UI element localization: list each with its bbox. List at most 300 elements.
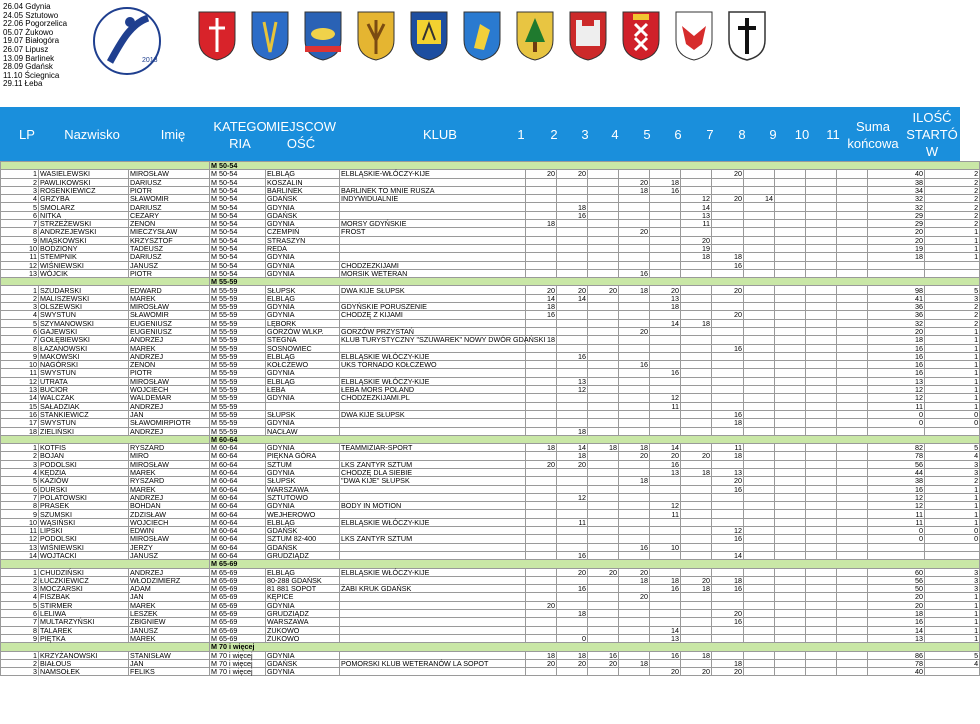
cell-r3 [588,361,619,369]
cell-r11 [837,610,868,618]
cell-kategoria: M 55-59 [210,286,266,294]
cell-r6 [681,386,712,394]
cell-r2: 13 [557,377,588,385]
table-row [1,452,980,460]
cell-r3 [588,220,619,228]
cell-suma: 19 [868,244,925,252]
cell-suma: 14 [868,626,925,634]
cell-r2 [557,178,588,186]
cell-miejscowosc: GDAŃSK [266,543,340,551]
cell-ilosc: 1 [925,327,980,335]
cell-r10 [806,634,837,642]
table-row [1,535,980,543]
cell-klub [340,601,526,609]
category-label: M 65-69 [210,560,980,568]
table-row [1,618,980,626]
cell-r7: 18 [712,452,744,460]
cell-lp: 8 [1,626,39,634]
cell-r5 [650,551,681,559]
cell-kategoria: M 55-59 [210,427,266,435]
cell-r8 [744,211,775,219]
col-r4: 4 [611,127,619,142]
cell-klub: ELBLĄSKIE WŁÓCZY-KIJE [340,518,526,526]
cell-r5: 11 [650,510,681,518]
cell-lp: 6 [1,211,39,219]
coat-of-arms-sword-icon [197,10,237,62]
cell-r5 [650,220,681,228]
cell-r4 [619,535,650,543]
table-row [1,253,980,261]
cell-r6 [681,477,712,485]
cell-lp: 2 [1,576,39,584]
cell-r11 [837,286,868,294]
cell-nazwisko: TALAREK [39,626,129,634]
cell-r10 [806,228,837,236]
cell-r10 [806,535,837,543]
cell-kategoria: M 60-64 [210,518,266,526]
cell-r4 [619,369,650,377]
cell-r5: 18 [650,178,681,186]
cell-r6 [681,178,712,186]
cell-r8 [744,178,775,186]
cell-r5 [650,377,681,385]
cell-r5: 16 [650,369,681,377]
cell-r8 [744,352,775,360]
cell-r9 [775,294,806,302]
cell-imie: ZDZISŁAW [129,510,210,518]
cell-r10 [806,626,837,634]
table-row [1,336,980,344]
cell-klub [340,203,526,211]
cell-r1 [526,394,557,402]
cell-klub: FROST [340,228,526,236]
cell-kategoria: M 50-54 [210,186,266,194]
cell-lp: 2 [1,452,39,460]
cell-ilosc: 1 [925,361,980,369]
cell-r1: 20 [526,286,557,294]
cell-kategoria: M 60-64 [210,535,266,543]
cell-suma: 98 [868,286,925,294]
cell-r8 [744,626,775,634]
cell-r6: 20 [681,668,712,676]
cell-ilosc: 1 [925,493,980,501]
cell-r7: 14 [712,551,744,559]
cell-r6: 18 [681,585,712,593]
logo-strip [90,4,960,72]
cell-r9 [775,510,806,518]
cell-r8 [744,468,775,476]
cell-nazwisko: GAJEWSKI [39,327,129,335]
cell-imie: JAN [129,659,210,667]
cell-kategoria: M 65-69 [210,585,266,593]
cell-r10 [806,427,837,435]
cell-r4 [619,460,650,468]
cell-ilosc: 1 [925,618,980,626]
cell-ilosc: 4 [925,659,980,667]
cell-r7 [712,394,744,402]
cell-lp: 1 [1,286,39,294]
cell-r7: 20 [712,286,744,294]
table-row [1,477,980,485]
cell-r5 [650,327,681,335]
cell-r9 [775,253,806,261]
cell-r2 [557,244,588,252]
cell-miejscowosc: GDYNIA [266,468,340,476]
cell-r8 [744,261,775,269]
cell-r9 [775,626,806,634]
cell-r1 [526,186,557,194]
cell-suma: 44 [868,468,925,476]
cell-r9 [775,585,806,593]
cell-nazwisko: SZUMSKI [39,510,129,518]
cell-nazwisko: SWYSTUN [39,369,129,377]
cell-nazwisko: MAKOWSKI [39,352,129,360]
col-kategoria: KATEGO RIA [213,118,267,151]
cell-r9 [775,659,806,667]
cell-lp: 8 [1,344,39,352]
cell-r5 [650,311,681,319]
cell-r2: 20 [557,659,588,667]
cell-r2 [557,468,588,476]
cell-klub: GORZÓW PRZYSTAŃ [340,327,526,335]
cell-r3 [588,502,619,510]
col-ilosc: ILOŚĆ STARTÓ W [906,110,958,159]
schedule-item: 26.04 Gdynia [3,2,51,11]
cell-miejscowosc: SZTUTOWO [266,493,340,501]
cell-r9 [775,485,806,493]
cell-r6 [681,593,712,601]
cell-nazwisko: PAWLIKOWSKI [39,178,129,186]
cell-r6: 20 [681,576,712,584]
cell-r11 [837,186,868,194]
cell-r5 [650,410,681,418]
cell-suma: 20 [868,593,925,601]
cell-suma: 32 [868,195,925,203]
cell-klub [340,485,526,493]
cell-r9 [775,303,806,311]
cell-r8 [744,460,775,468]
cell-r5: 16 [650,585,681,593]
cell-r11 [837,303,868,311]
cell-ilosc: 3 [925,568,980,576]
cell-r3 [588,460,619,468]
cell-r3 [588,402,619,410]
cell-miejscowosc: 81 881 SOPOT [266,585,340,593]
cell-imie: FELIKS [129,668,210,676]
cell-r3 [588,186,619,194]
cell-nazwisko: UTRATA [39,377,129,385]
cell-r4: 18 [619,576,650,584]
cell-r1 [526,468,557,476]
cell-ilosc: 4 [925,452,980,460]
cell-r1 [526,518,557,526]
cell-r8 [744,601,775,609]
cell-r2 [557,319,588,327]
cell-imie: PIOTR [129,269,210,277]
cell-r7 [712,269,744,277]
cell-r2 [557,269,588,277]
cell-r7 [712,369,744,377]
cell-suma: 11 [868,402,925,410]
cell-r10 [806,410,837,418]
cell-nazwisko: NAMSOŁEK [39,668,129,676]
cell-r5 [650,236,681,244]
cell-r5: 18 [650,576,681,584]
cell-r8 [744,527,775,535]
col-r10: 10 [794,127,810,142]
cell-r3 [588,468,619,476]
cell-lp: 8 [1,502,39,510]
cell-r10 [806,394,837,402]
cell-nazwisko: ROSENKIEWICZ [39,186,129,194]
cell-r9 [775,551,806,559]
cell-r5: 12 [650,394,681,402]
cell-miejscowosc: ELBLĄG [266,294,340,302]
cell-r6 [681,618,712,626]
cell-ilosc: 3 [925,460,980,468]
cell-kategoria: M 55-59 [210,303,266,311]
table-row [1,269,980,277]
cell-r2 [557,186,588,194]
cell-r10 [806,344,837,352]
table-row [1,195,980,203]
cell-imie: SŁAWOMIRPIOTR [129,419,210,427]
cell-r11 [837,294,868,302]
cell-r4 [619,203,650,211]
cell-r6 [681,551,712,559]
cell-klub: ELBLĄSKIE WŁÓCZY-KIJE [340,568,526,576]
cell-r2 [557,253,588,261]
cell-suma: 0 [868,419,925,427]
cell-r7: 18 [712,659,744,667]
cell-nazwisko: ANDRZEJEWSKI [39,228,129,236]
cell-r9 [775,593,806,601]
cell-r11 [837,344,868,352]
cell-lp: 2 [1,294,39,302]
table-row [1,394,980,402]
cell-klub: KLUB TURYSTYCZNY "SZUWAREK" NOWY DWÓR GDAŃSKI [341,335,546,345]
cell-r8 [744,535,775,543]
cell-r11 [837,452,868,460]
cell-kategoria: M 50-54 [210,228,266,236]
cell-ilosc: 1 [925,336,980,344]
cell-r1: 16 [526,311,557,319]
cell-r3 [588,510,619,518]
cell-r5: 12 [650,502,681,510]
cell-r3: 20 [588,659,619,667]
cell-r11 [837,551,868,559]
cell-lp: 3 [1,585,39,593]
cell-r3 [588,601,619,609]
cell-suma: 16 [868,485,925,493]
cell-r10 [806,402,837,410]
cell-r4 [619,311,650,319]
cell-miejscowosc: WEJHEROWO [266,510,340,518]
cell-miejscowosc: SZTUM [266,460,340,468]
cell-r11 [837,244,868,252]
cell-nazwisko: STRZEŻEWSKI [39,220,129,228]
cell-suma: 18 [868,253,925,261]
cell-r6 [681,327,712,335]
cell-imie: JANUSZ [129,261,210,269]
coat-of-arms-sheaf-icon [356,10,396,62]
cell-r10 [806,236,837,244]
cell-r9 [775,327,806,335]
cell-r11 [837,319,868,327]
cell-r7 [712,634,744,642]
cell-klub: POMORSKI KLUB WETERANÓW LA SOPOT [340,659,526,667]
cell-nazwisko: SAŁADZIAK [39,402,129,410]
cell-r1 [526,369,557,377]
cell-r10 [806,610,837,618]
cell-suma: 29 [868,220,925,228]
cell-r3 [588,551,619,559]
cell-r8 [744,576,775,584]
cell-r2 [557,668,588,676]
cell-r3 [588,626,619,634]
cell-r1 [526,585,557,593]
cell-r10 [806,186,837,194]
cell-r10 [806,377,837,385]
cell-klub: ELBLĄSKIE WŁÓCZY-KIJE [340,377,526,385]
cell-r8: 14 [744,195,775,203]
cell-ilosc: 1 [925,601,980,609]
cell-r11 [837,593,868,601]
cell-r2: 16 [557,585,588,593]
cell-r4 [619,244,650,252]
cell-r6 [681,286,712,294]
cell-r3 [588,244,619,252]
cell-kategoria: M 65-69 [210,568,266,576]
cell-r5 [650,601,681,609]
cell-kategoria: M 50-54 [210,203,266,211]
cell-r5 [650,485,681,493]
cell-klub: ŻABI KRUK GDAŃSK [340,585,526,593]
cell-r7: 18 [712,576,744,584]
cell-imie: JANUSZ [129,626,210,634]
cell-r6: 19 [681,244,712,252]
cell-r3 [588,535,619,543]
cell-r8 [744,203,775,211]
cell-imie: PIOTR [129,186,210,194]
cell-miejscowosc: SŁUPSK [266,410,340,418]
cell-lp: 13 [1,269,39,277]
cell-r1 [526,361,557,369]
cell-r10 [806,593,837,601]
cell-kategoria: M 65-69 [210,576,266,584]
cell-kategoria: M 55-59 [210,311,266,319]
cell-r3 [588,294,619,302]
cell-suma: 78 [868,659,925,667]
cell-klub [340,253,526,261]
cell-nazwisko: SZYMANOWSKI [39,319,129,327]
cell-r4 [619,377,650,385]
cell-r3 [588,452,619,460]
cell-r1 [526,502,557,510]
cell-r1 [526,419,557,427]
cell-r1 [526,452,557,460]
cell-r6 [681,261,712,269]
cell-ilosc: 3 [925,468,980,476]
cell-r4 [619,485,650,493]
cell-r2 [557,220,588,228]
cell-r2 [557,477,588,485]
table-row [1,585,980,593]
cell-kategoria: M 60-64 [210,460,266,468]
cell-r7 [712,294,744,302]
col-r3: 3 [581,127,589,142]
cell-r7: 16 [712,410,744,418]
cell-imie: WOJCIECH [129,518,210,526]
cell-miejscowosc: GDYNIA [266,601,340,609]
cell-r1 [526,493,557,501]
cell-r4 [619,427,650,435]
cell-r1 [526,477,557,485]
cell-r7: 20 [712,170,744,178]
cell-r3 [588,269,619,277]
cell-r9 [775,618,806,626]
cell-r2 [557,261,588,269]
cell-r7: 18 [712,419,744,427]
cell-r1 [526,634,557,642]
cell-r1 [526,593,557,601]
cell-klub [340,626,526,634]
cell-r8 [744,311,775,319]
cell-r1: 20 [526,460,557,468]
cell-r4 [619,668,650,676]
cell-r11 [837,311,868,319]
col-r8: 8 [738,127,746,142]
cell-klub: TEAMMIZIAR-SPORT [340,444,526,452]
cell-r6 [681,344,712,352]
col-r7: 7 [706,127,714,142]
cell-r11 [837,585,868,593]
cell-r10 [806,543,837,551]
cell-r1: 18 [526,444,557,452]
cell-miejscowosc: GDAŃSK [266,527,340,535]
cell-r3 [588,576,619,584]
cell-nazwisko: WOJTACKI [39,551,129,559]
cell-r10 [806,485,837,493]
cell-r4 [619,303,650,311]
cell-r4 [619,236,650,244]
cell-suma [868,551,925,559]
cell-lp: 3 [1,668,39,676]
cell-r10 [806,170,837,178]
cell-ilosc: 1 [925,236,980,244]
cell-r9 [775,634,806,642]
cell-miejscowosc: CZEMPIŃ [266,228,340,236]
cell-lp: 5 [1,477,39,485]
cell-miejscowosc: GDAŃSK [266,659,340,667]
category-label: M 70 i więcej [210,643,980,651]
cell-r9 [775,402,806,410]
cell-r9 [775,477,806,485]
cell-imie: EDWARD [129,286,210,294]
cell-lp: 1 [1,568,39,576]
cell-r9 [775,419,806,427]
cell-miejscowosc: SZTUM 82-400 [266,535,340,543]
cell-r10 [806,327,837,335]
cell-r3 [588,352,619,360]
cell-suma [868,427,925,435]
cell-r6: 11 [681,220,712,228]
cell-r5: 13 [650,468,681,476]
cell-suma: 78 [868,452,925,460]
cell-lp: 4 [1,195,39,203]
cell-lp: 7 [1,220,39,228]
cell-r3: 16 [588,651,619,659]
